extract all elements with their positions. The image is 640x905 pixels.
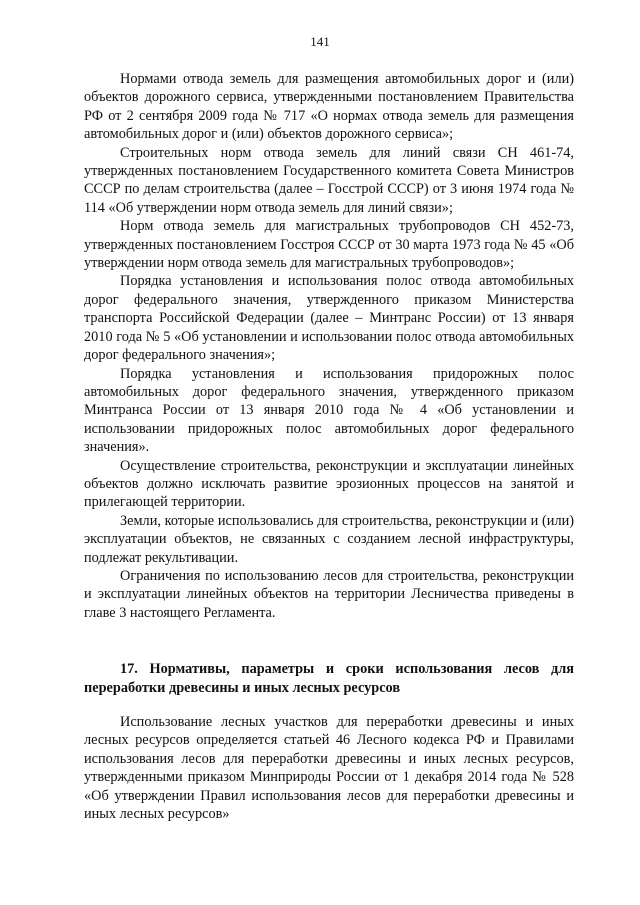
paragraph: Порядка установления и использования полос отвода автомобильных дорог федерального значения, утвержденного приказом Министерства транспорта Российской Федерации (далее – Минтранс России) от 13 января 2010 года № 5 «Об установлении и использовании полос отвода автомобильных дорог федерального значения»;: [84, 273, 574, 364]
paragraph: Строительных норм отвода земель для линий связи СН 461-74, утвержденных постановлением Государственного комитета Совета Министров СССР по делам строительства (далее – Госстрой СССР) от 3 июня 1974 года № 114 «Об утверждении норм отвода земель для линий связи»;: [84, 144, 574, 216]
paragraph: Земли, которые использовались для строительства, реконструкции и (или) эксплуатации объектов, не связанных с созданием лесной инфраструктуры, подлежат рекультивации.: [84, 512, 574, 566]
paragraph: Осуществление строительства, реконструкции и эксплуатации линейных объектов должно исключать развитие эрозионных процессов на занятой и прилегающей территории.: [84, 457, 574, 511]
paragraph: Порядка установления и использования придорожных полос автомобильных дорог федерального значения, утвержденного приказом Минтранса России от 13 января 2010 года № 4 «Об установлении и использовании придорожных полос автомобильных дорог федерального значения».: [84, 365, 574, 456]
document-body: [84, 70, 574, 823]
paragraph: Норм отвода земель для магистральных трубопроводов СН 452-73, утвержденных постановлением Госстроя СССР от 30 марта 1973 года № 45 «Об утверждении норм отвода земель для магистральных трубопроводов»;: [84, 218, 574, 272]
paragraph: Ограничения по использованию лесов для строительства, реконструкции и эксплуатации линейных объектов на территории Лесничества приведены в главе 3 настоящего Регламента.: [84, 567, 574, 621]
page-number: 141: [310, 34, 330, 49]
section-heading: 17. Нормативы, параметры и сроки использования лесов для переработки древесины и иных лесных ресурсов: [84, 661, 574, 696]
paragraph: Использование лесных участков для переработки древесины и иных лесных ресурсов определяется статьей 46 Лесного кодекса РФ и Правилами использования лесов для переработки древесины и иных лесных ресурсов, утвержденными приказом Минприроды России от 1 декабря 2014 года № 528 «Об утверждении Правил использования лесов для переработки древесины и иных лесных ресурсов»: [84, 714, 574, 823]
paragraph: Нормами отвода земель для размещения автомобильных дорог и (или) объектов дорожного сервиса, утвержденными постановлением Правительства РФ от 2 сентября 2009 года № 717 «О нормах отвода земель для размещения автомобильных дорог и (или) объектов дорожного сервиса»;: [84, 71, 574, 143]
